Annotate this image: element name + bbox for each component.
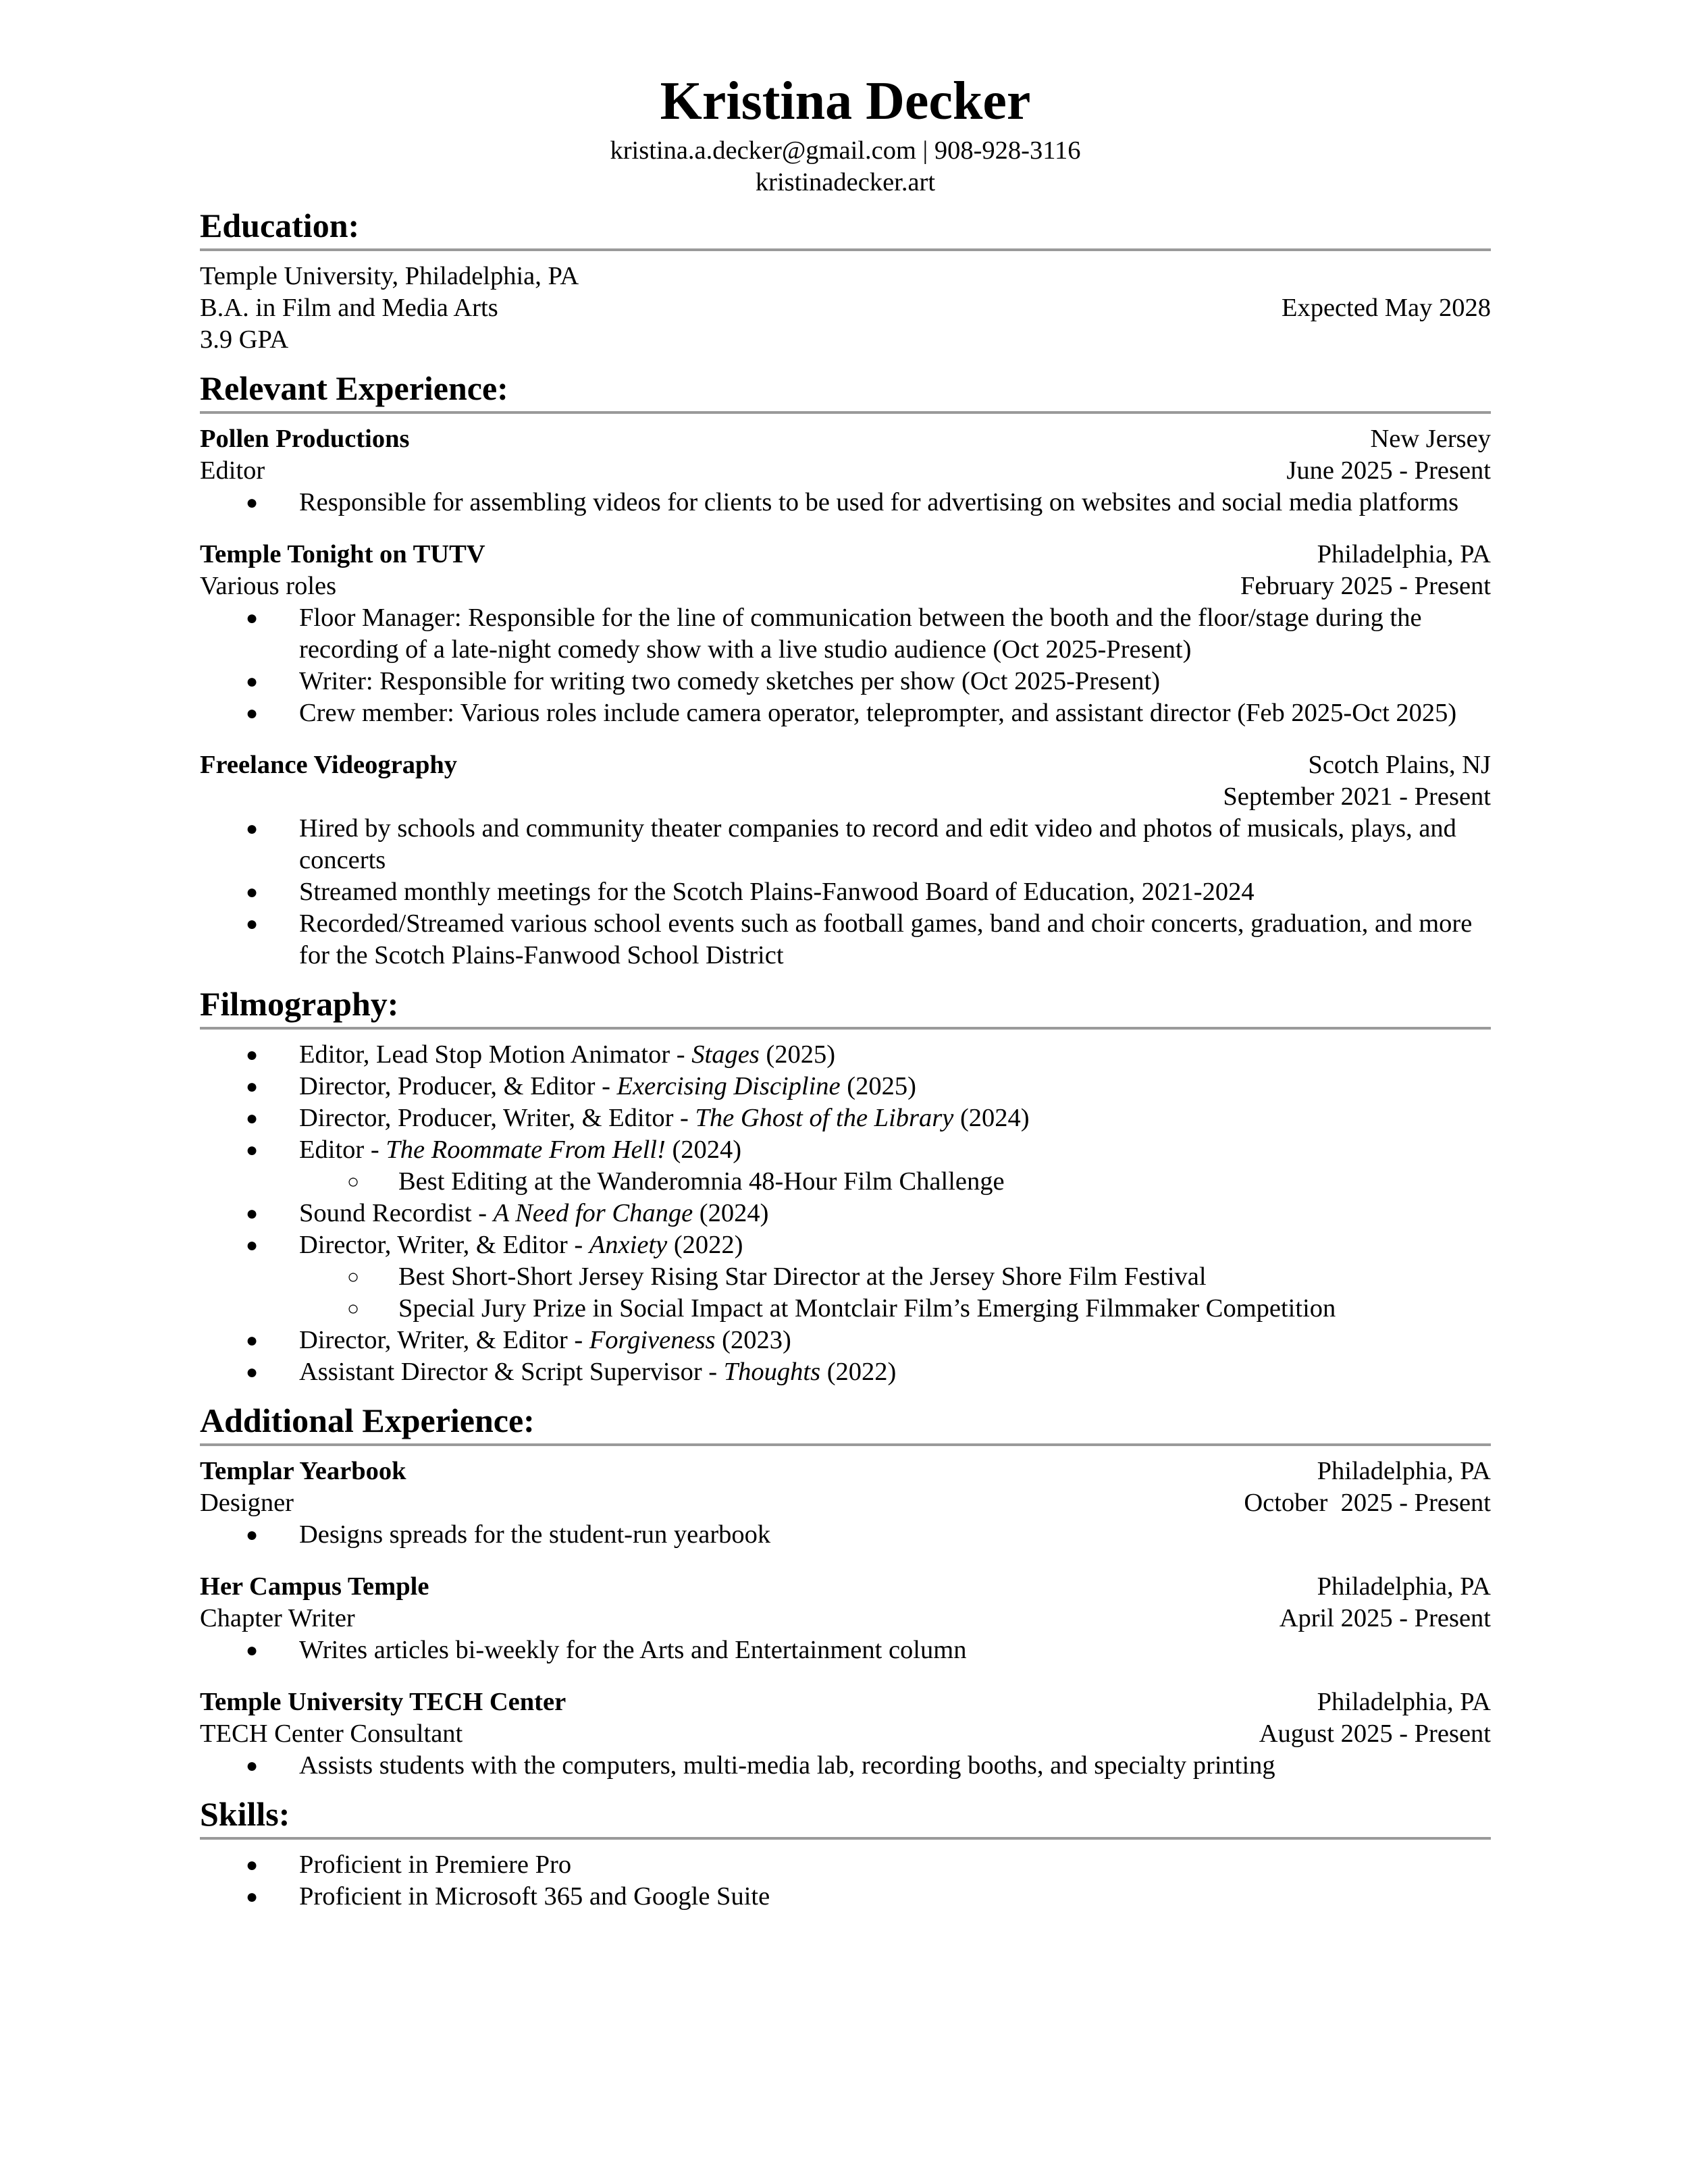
job-header-row (200, 1686, 1491, 1718)
job-her-campus (200, 1571, 1491, 1666)
job-org: Pollen Productions (200, 425, 410, 453)
job-role-row (200, 1487, 1491, 1519)
film-item (200, 1071, 1491, 1102)
job-org: Temple University TECH Center (200, 1688, 566, 1716)
film-year: (2024) (665, 1136, 742, 1164)
job-org: Her Campus Temple (200, 1572, 429, 1601)
education-gpa: 3.9 GPA (200, 325, 289, 354)
job-location: Philadelphia, PA (1317, 540, 1491, 568)
film-title: Stages (691, 1040, 760, 1069)
film-role: Director, Writer, & Editor - (299, 1326, 589, 1354)
film-year: (2023) (715, 1326, 791, 1354)
list-item: ● Assists students with the computers, multi-media lab, recording booths, and specialty printing (200, 1750, 1491, 1782)
job-bullets (200, 813, 1491, 971)
section-divider (200, 1837, 1491, 1840)
filmography-list (200, 1325, 1491, 1388)
award-list (200, 1166, 1491, 1198)
film-item (200, 1325, 1491, 1356)
job-location: Scotch Plains, NJ (1308, 751, 1491, 779)
job-pollen (200, 423, 1491, 518)
job-role-row (200, 781, 1491, 813)
film-role: Director, Writer, & Editor - (299, 1231, 589, 1259)
list-item: ● Hired by schools and community theater companies to record and edit video and photos of musicals, plays, and concerts (200, 813, 1491, 876)
job-role-row (200, 455, 1491, 487)
job-dates: April 2025 - Present (1279, 1604, 1491, 1632)
job-tech-center (200, 1686, 1491, 1782)
award-list (200, 1261, 1491, 1325)
job-header-row (200, 749, 1491, 781)
film-title: The Ghost of the Library (695, 1104, 954, 1132)
award-item: ○ Best Short-Short Jersey Rising Star Director at the Jersey Shore Film Festival (200, 1261, 1491, 1293)
resume-name: Kristina Decker (660, 72, 1031, 131)
skills-list (200, 1849, 1491, 1913)
film-year: (2024) (693, 1199, 769, 1227)
job-dates: October 2025 - Present (1244, 1489, 1491, 1517)
job-header-row (200, 1456, 1491, 1487)
job-bullets (200, 1634, 1491, 1666)
list-item: ● Proficient in Microsoft 365 and Google Suite (200, 1881, 1491, 1913)
spacer (200, 518, 1491, 539)
job-dates: August 2025 - Present (1259, 1720, 1491, 1748)
film-year: (2024) (953, 1104, 1030, 1132)
film-year: (2022) (667, 1231, 743, 1259)
film-role: Director, Producer, Writer, & Editor - (299, 1104, 695, 1132)
film-item (200, 1102, 1491, 1134)
job-role-row (200, 570, 1491, 602)
education-degree-row (200, 292, 1491, 324)
award-item: ○ Best Editing at the Wanderomnia 48-Hour Film Challenge (200, 1166, 1491, 1198)
section-divider (200, 1443, 1491, 1446)
list-item: ● Writes articles bi-weekly for the Arts and Entertainment column (200, 1634, 1491, 1666)
film-title: A Need for Change (493, 1199, 693, 1227)
film-item (200, 1356, 1491, 1388)
spacer (200, 1551, 1491, 1571)
job-location: Philadelphia, PA (1317, 1688, 1491, 1716)
section-divider (200, 411, 1491, 414)
list-item: ● Designs spreads for the student-run yearbook (200, 1519, 1491, 1551)
film-item (200, 1134, 1491, 1166)
list-item: ● Recorded/Streamed various school events such as football games, band and choir concerts, graduation, and more for the Scotch Plains-Fanwood School District (200, 908, 1491, 971)
film-year: (2025) (840, 1072, 916, 1100)
contact-line: kristina.a.decker@gmail.com | 908-928-3116 (610, 136, 1081, 165)
job-org: Temple Tonight on TUTV (200, 540, 485, 568)
film-title: The Roommate From Hell! (386, 1136, 666, 1164)
job-role-row (200, 1603, 1491, 1634)
spacer (200, 729, 1491, 749)
film-year: (2025) (759, 1040, 836, 1069)
additional-experience-heading: Additional Experience: (200, 1402, 535, 1439)
section-divider (200, 248, 1491, 251)
relevant-experience-heading: Relevant Experience: (200, 369, 508, 407)
spacer (200, 1666, 1491, 1686)
job-header-row (200, 423, 1491, 455)
education-degree: B.A. in Film and Media Arts (200, 294, 498, 322)
film-title: Anxiety (589, 1231, 668, 1259)
job-org: Templar Yearbook (200, 1457, 406, 1485)
job-role: Various roles (200, 572, 337, 600)
filmography-list (200, 1198, 1491, 1261)
job-role: Chapter Writer (200, 1604, 355, 1632)
job-tutv (200, 539, 1491, 729)
film-item (200, 1229, 1491, 1261)
job-role-row (200, 1718, 1491, 1750)
film-role: Assistant Director & Script Supervisor - (299, 1358, 724, 1386)
job-bullets (200, 1519, 1491, 1551)
job-bullets (200, 602, 1491, 729)
film-role: Sound Recordist - (299, 1199, 494, 1227)
job-role: Editor (200, 456, 265, 485)
job-role: Designer (200, 1489, 294, 1517)
job-location: Philadelphia, PA (1317, 1572, 1491, 1601)
job-yearbook (200, 1456, 1491, 1551)
job-dates: February 2025 - Present (1240, 572, 1491, 600)
filmography-heading: Filmography: (200, 985, 399, 1023)
list-item: ● Writer: Responsible for writing two comedy sketches per show (Oct 2025-Present) (200, 666, 1491, 697)
website-link[interactable]: kristinadecker.art (755, 168, 936, 196)
job-location: Philadelphia, PA (1317, 1457, 1491, 1485)
film-role: Editor, Lead Stop Motion Animator - (299, 1040, 692, 1069)
list-item: ● Responsible for assembling videos for clients to be used for advertising on websites and social media platforms (200, 487, 1491, 518)
list-item: ● Proficient in Premiere Pro (200, 1849, 1491, 1881)
education-school: Temple University, Philadelphia, PA (200, 262, 579, 290)
education-expected: Expected May 2028 (1281, 294, 1491, 322)
filmography-list (200, 1039, 1491, 1166)
job-header-row (200, 1571, 1491, 1603)
list-item: ● Streamed monthly meetings for the Scotch Plains-Fanwood Board of Education, 2021-2024 (200, 876, 1491, 908)
job-freelance (200, 749, 1491, 971)
job-dates: September 2021 - Present (1223, 782, 1491, 811)
film-item (200, 1198, 1491, 1229)
film-item (200, 1039, 1491, 1071)
job-bullets (200, 1750, 1491, 1782)
film-role: Editor - (299, 1136, 386, 1164)
job-role: TECH Center Consultant (200, 1720, 463, 1748)
job-bullets (200, 487, 1491, 518)
resume-content (200, 68, 1491, 1913)
award-item: ○ Special Jury Prize in Social Impact at Montclair Film’s Emerging Filmmaker Competition (200, 1293, 1491, 1325)
education-heading: Education: (200, 207, 360, 244)
section-divider (200, 1027, 1491, 1030)
job-location: New Jersey (1370, 425, 1491, 453)
film-title: Forgiveness (589, 1326, 716, 1354)
film-title: Thoughts (723, 1358, 821, 1386)
job-header-row (200, 539, 1491, 570)
film-title: Exercising Discipline (616, 1072, 841, 1100)
film-year: (2022) (820, 1358, 897, 1386)
list-item: ● Crew member: Various roles include camera operator, teleprompter, and assistant director (Feb 2025-Oct 2025) (200, 697, 1491, 729)
job-org: Freelance Videography (200, 751, 458, 779)
film-role: Director, Producer, & Editor - (299, 1072, 617, 1100)
skills-heading: Skills: (200, 1795, 290, 1833)
job-dates: June 2025 - Present (1286, 456, 1491, 485)
list-item: ● Floor Manager: Responsible for the line of communication between the booth and the floor/stage during the recording of a late-night comedy show with a live studio audience (Oct 2025-Present) (200, 602, 1491, 666)
